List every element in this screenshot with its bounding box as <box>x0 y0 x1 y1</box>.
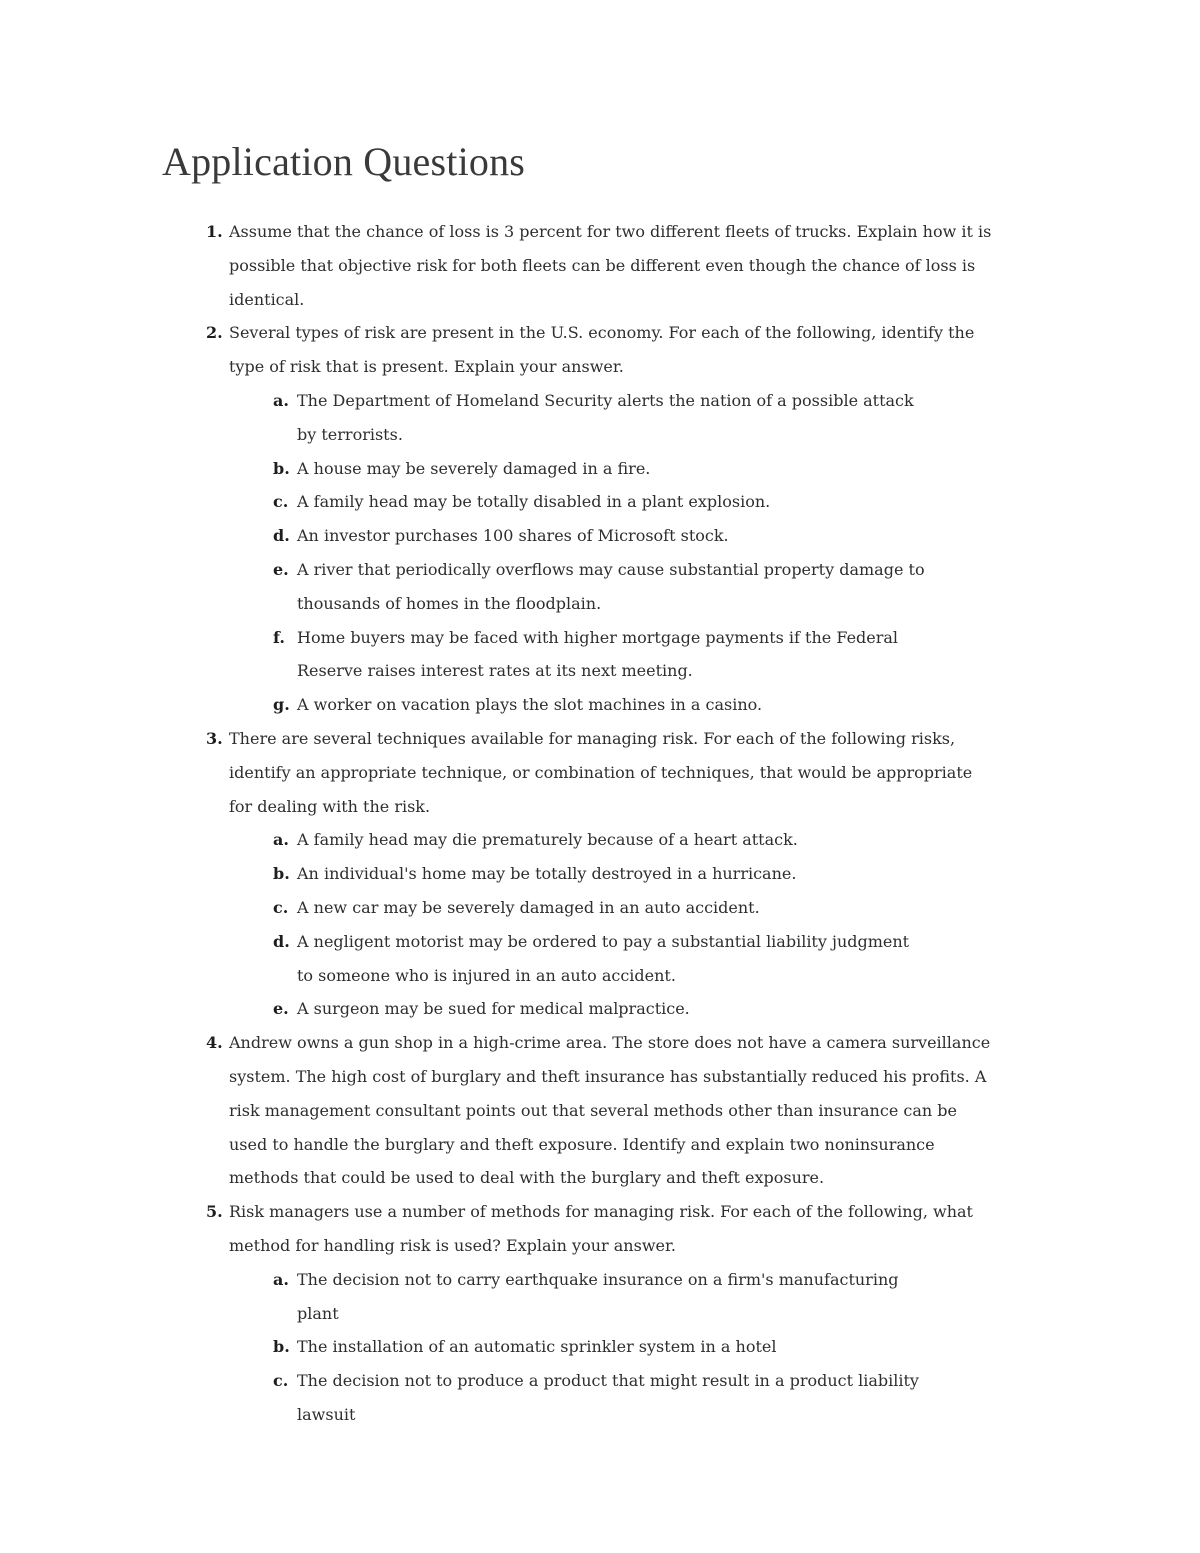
question-text: Assume that the chance of loss is 3 percent for two different fleets of trucks. Explain how it is possible that objective risk for both fleets can be different even though the chance of loss is identical. <box>229 222 992 309</box>
question-number: 2. <box>206 323 223 343</box>
sub-question-item <box>229 1364 927 1432</box>
sub-question-text: A family head may be totally disabled in a plant explosion. <box>297 492 771 512</box>
sub-question-item <box>229 384 927 452</box>
sub-question-letter: c. <box>273 897 289 917</box>
sub-question-item <box>229 452 927 486</box>
sub-question-item <box>229 621 927 689</box>
question-text: Andrew owns a gun shop in a high-crime area. The store does not have a camera surveillance system. The high cost of burglary and theft insurance has substantially reduced his profits. A risk management consultant points out that several methods other than insurance can be used to handle the burglary and theft exposure. Identify and explain two noninsurance methods that could be used to deal with the burglary and theft exposure. <box>229 1033 991 1188</box>
question-item <box>0 1026 994 1195</box>
question-item <box>0 316 994 722</box>
questions-viewport <box>0 215 1200 1424</box>
question-item <box>0 215 994 316</box>
sub-question-item <box>229 485 927 519</box>
sub-question-text: An investor purchases 100 shares of Microsoft stock. <box>297 526 729 546</box>
sub-question-item <box>229 992 927 1026</box>
sub-question-letter: c. <box>273 492 289 512</box>
sub-question-list <box>229 1263 994 1432</box>
question-number: 3. <box>206 728 223 748</box>
sub-question-letter: c. <box>273 1371 289 1391</box>
sub-question-text: The installation of an automatic sprinkler system in a hotel <box>297 1337 777 1357</box>
sub-question-letter: a. <box>273 390 289 410</box>
question-item <box>0 722 994 1026</box>
sub-question-item <box>229 1263 927 1331</box>
sub-question-text: The Department of Homeland Security alerts the nation of a possible attack by terrorists. <box>297 390 914 444</box>
sub-question-text: A house may be severely damaged in a fire. <box>297 458 651 478</box>
question-number: 1. <box>206 222 223 241</box>
sub-question-item <box>229 1330 927 1364</box>
sub-question-text: The decision not to produce a product that might result in a product liability lawsuit <box>297 1371 919 1424</box>
sub-question-list <box>229 823 994 1026</box>
sub-question-item <box>229 857 927 891</box>
sub-question-text: A negligent motorist may be ordered to pay a substantial liability judgment to someone who is injured in an auto accident. <box>297 931 910 985</box>
question-number: 4. <box>206 1033 223 1053</box>
sub-question-letter: d. <box>273 931 290 951</box>
sub-question-text: A surgeon may be sued for medical malpractice. <box>297 999 690 1019</box>
sub-question-letter: g. <box>273 695 290 715</box>
sub-question-item <box>229 553 927 621</box>
sub-question-letter: e. <box>273 559 289 579</box>
sub-question-letter: f. <box>273 627 285 647</box>
sub-question-text: The decision not to carry earthquake insurance on a firm's manufacturing plant <box>297 1269 899 1323</box>
sub-question-letter: b. <box>273 1337 290 1357</box>
sub-question-item <box>229 823 927 857</box>
sub-question-item <box>229 688 927 722</box>
question-text: There are several techniques available for managing risk. For each of the following risks, identify an appropriate technique, or combination of techniques, that would be appropriate for dealing with the risk. <box>229 728 973 816</box>
sub-question-letter: e. <box>273 999 289 1019</box>
page-title: Application Questions <box>162 139 526 184</box>
sub-question-text: A new car may be severely damaged in an auto accident. <box>297 897 760 917</box>
sub-question-letter: b. <box>273 864 290 884</box>
sub-question-text: A family head may die prematurely because of a heart attack. <box>297 830 798 850</box>
sub-question-text: Home buyers may be faced with higher mortgage payments if the Federal Reserve raises interest rates at its next meeting. <box>297 627 899 681</box>
sub-question-text: A river that periodically overflows may cause substantial property damage to thousands of homes in the floodplain. <box>297 559 925 613</box>
sub-question-text: A worker on vacation plays the slot machines in a casino. <box>297 695 763 715</box>
question-item <box>0 1195 994 1432</box>
question-number: 5. <box>206 1202 223 1222</box>
sub-question-text: An individual's home may be totally destroyed in a hurricane. <box>297 864 797 884</box>
sub-question-letter: b. <box>273 458 290 478</box>
sub-question-letter: a. <box>273 830 289 850</box>
question-text: Several types of risk are present in the U.S. economy. For each of the following, identify the type of risk that is present. Explain your answer. <box>229 323 975 377</box>
sub-question-list <box>229 384 994 722</box>
sub-question-item <box>229 519 927 553</box>
question-text: Risk managers use a number of methods for managing risk. For each of the following, what method for handling risk is used? Explain your answer. <box>229 1202 973 1255</box>
sub-question-item <box>229 891 927 925</box>
sub-question-item <box>229 925 927 993</box>
questions-list <box>0 215 1200 1432</box>
sub-question-letter: d. <box>273 526 290 546</box>
sub-question-letter: a. <box>273 1269 289 1289</box>
